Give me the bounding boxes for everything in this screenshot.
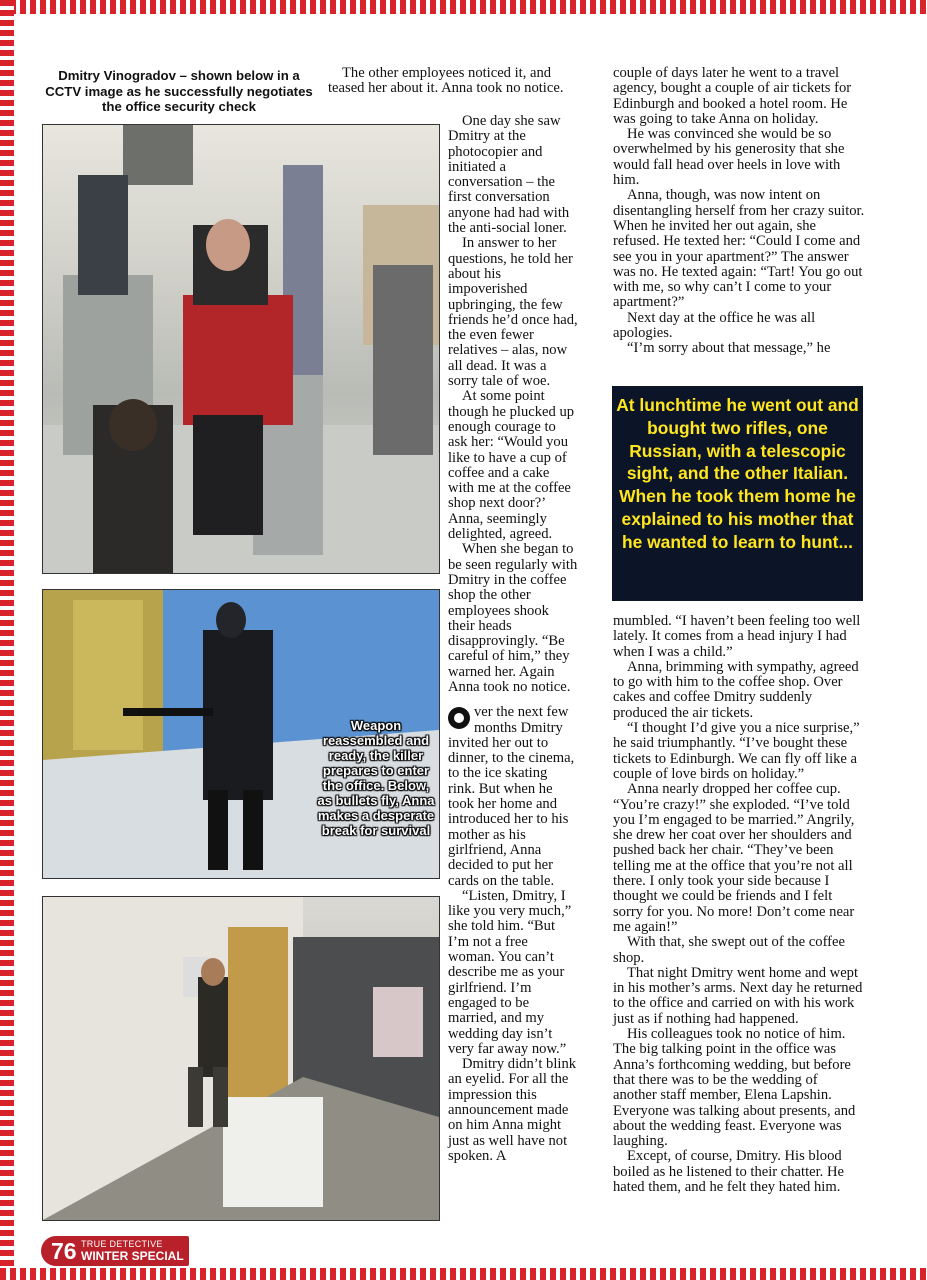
paragraph: couple of days later he went to a travel agency, bought a couple of air tickets for Edinburgh and booked a hotel room. He was going to take Anna on holiday. [613,65,852,127]
article-column-2-top [328,66,570,97]
paragraph: That night Dmitry went home and wept in his mother’s arms. Next day he returned to the office and carried on with his work just as if nothing had happened. [613,964,863,1027]
paragraph: “I thought I’d give you a nice surprise,” he said triumphantly. “I’ve bought these tickets to Edinburgh. We can fly off like a couple of love birds on holiday.” [613,720,860,782]
decorative-border-left [0,0,14,1280]
paragraph: One day she saw Dmitry at the photocopier and initiated a conversation – the first conversation anyone had had with the anti-social loner. [448,113,570,237]
paragraph: Anna, brimming with sympathy, agreed to go with him to the coffee shop. Over cakes and coffee Dmitry suddenly produced the air tickets. [613,658,859,721]
photo-caption-top: Dmitry Vinogradov – shown below in a CCTV image as he successfully negotiates the office security check [45,68,313,114]
decorative-border-bottom [0,1268,927,1280]
photo-caption-weapon: Weapon reassembled and ready, the killer prepares to enter the office. Below, as bullets fly, Anna makes a desperate break for survival [317,718,435,838]
pull-quote: At lunchtime he went out and bought two rifles, one Russian, with a telescopic sight, and the other Italian. When he took them home he explained to his mother that he wanted to learn to hunt... [612,386,863,601]
paragraph: When she began to be seen regularly with Dmitry in the coffee shop the other employees shook their heads disapprovingly. “Be careful of him,” they warned her. Again Anna took no notice. [448,541,578,695]
issue-name: WINTER SPECIAL [81,1249,184,1263]
paragraph: In answer to her questions, he told her about his impoverished upbringing, the few friends he’d once had, the even fewer relatives – alas, now all dead. It was a sorry tale of woe. [448,235,578,390]
paragraph: “Listen, Dmitry, I like you very much,” she told him. “But I’m not a free woman. You can’t describe me as your girlfriend. I’m engaged to be married, and my wedding day isn’t very far away now.” [448,887,572,1057]
paragraph: Next day at the office he was all apologies. [613,309,816,342]
page-number: 76 [51,1238,77,1264]
paragraph-dropcap [448,705,578,889]
paragraph: “I’m sorry about that message,” he [627,340,831,357]
article-column-3-bottom [613,614,865,1195]
article-column-2 [448,114,578,1164]
article-column-3-top [613,66,865,357]
dropcap-o-icon [448,707,470,729]
cctv-photo-security-check [42,124,440,574]
paragraph: mumbled. “I haven’t been feeling too well lately. It comes from a head injury I had when I was a child.” [613,613,861,660]
paragraph: Anna, though, was now intent on disentangling herself from her crazy suitor. When he invited her out again, she refused. He texted her: “Could I come and see you in your apartment?” The answer was no. He texted again: “Tart! You go out with me, so why can’t I come to your apartment?” [613,187,865,311]
paragraph-text: ver the next few months Dmitry invited her out to dinner, to the cinema, to the ice skating rink. But when he took her home and introduced her to his mother as his girlfriend, Anna decided to put her cards on the table. [448,704,575,889]
paragraph: The other employees noticed it, and teased her about it. Anna took no notice. [328,65,564,97]
paragraph: He was convinced she would be so overwhelmed by his generosity that she would fall head over heels in love with him. [613,126,845,189]
paragraph: With that, she swept out of the coffee shop. [613,934,845,966]
paragraph: Except, of course, Dmitry. His blood boiled as he listened to their chatter. He hated them, and he felt they hated him. [613,1148,844,1195]
paragraph: Dmitry didn’t blink an eyelid. For all the impression this announcement made on him Anna might just as well have not spoken. A [448,1056,577,1164]
decorative-border-top [0,0,927,14]
footer-page-badge [41,1236,189,1266]
paragraph: His colleagues took no notice of him. The big talking point in the office was Anna’s forthcoming wedding, but before that there was to be the wedding of another staff member, Elena Lapshin. Everyone was talking about presents, and about the wedding feast. Everyone was laughing. [613,1026,856,1150]
paragraph: At some point though he plucked up enough courage to ask her: “Would you like to have a cup of coffee and a cake with me at the coffee shop next door?’ Anna, seemingly delighted, agreed. [448,388,575,543]
magazine-name: TRUE DETECTIVE [81,1239,163,1249]
cctv-photo-anna-escape [42,896,440,1221]
paragraph: Anna nearly dropped her coffee cup. “You’re crazy!” she exploded. “I’ve told you I’m engaged to be married.” Angrily, she drew her coat over her shoulders and pushed back her chair. “They’ve been telling me at the office that you’re not all there. I only took your side because I thought we could be friends and I felt sorry for you. No more! Don’t come near me again!” [613,781,855,935]
